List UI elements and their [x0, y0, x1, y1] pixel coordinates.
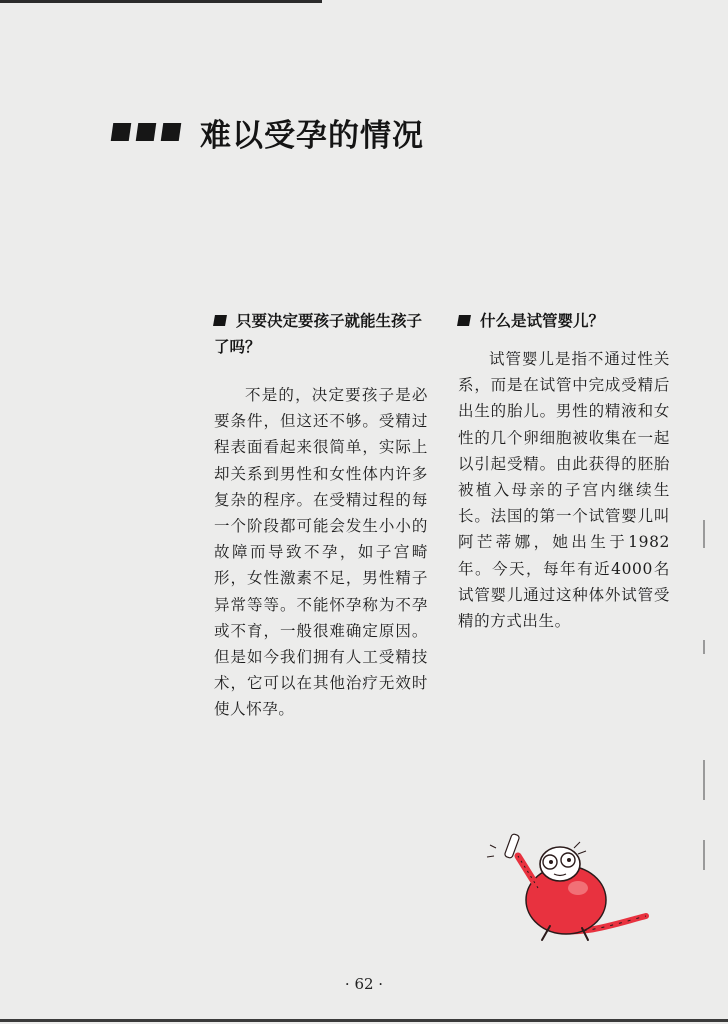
- section-left: [214, 308, 428, 723]
- page-number: · 62 ·: [344, 975, 384, 993]
- heading-bullet-icon: [457, 315, 471, 326]
- scan-edge-mark: [703, 760, 705, 800]
- section-heading: [214, 308, 428, 360]
- scan-edge-mark: [703, 520, 705, 548]
- chapter-header: [112, 108, 424, 156]
- cartoon-sperm-character-icon: [478, 828, 653, 947]
- title-square-icon: [111, 123, 132, 141]
- top-rule: [0, 0, 322, 3]
- section-body: 试管婴儿是指不通过性关系，而是在试管中完成受精后出生的胎儿。男性的精液和女性的几个卵细胞被收集在一起以引起受精。由此获得的胚胎被植入母亲的子宫内继续生长。法国的第一个试管婴儿叫阿芒蒂娜，她出生于1982年。今天，每年有近4000名试管婴儿通过这种体外试管受精的方式出生。: [458, 350, 670, 631]
- section-heading-text: 什么是试管婴儿？: [480, 312, 605, 330]
- scan-edge-mark: [703, 840, 705, 870]
- section-body: 不是的，决定要孩子是必要条件，但这还不够。受精过程表面看起来很简单，实际上却关系到男性和女性体内许多复杂的程序。在受精过程的每一个阶段都可能会发生小小的故障而导致不孕，如子宫畸形，女性激素不足，男性精子异常等等。不能怀孕称为不孕或不育，一般很难确定原因。但是如今我们拥有人工受精技术，它可以在其他治疗无效时使人怀孕。: [214, 386, 428, 719]
- title-square-icon: [161, 123, 182, 141]
- section-right: [458, 308, 670, 634]
- title-square-icon: [136, 123, 157, 141]
- section-heading: [458, 308, 670, 334]
- chapter-title: 难以受孕的情况: [200, 117, 424, 154]
- bottom-rule: [0, 1019, 728, 1022]
- scan-edge-mark: [703, 640, 705, 654]
- section-heading-text: 只要决定要孩子就能生孩子了吗？: [214, 312, 423, 356]
- heading-bullet-icon: [213, 315, 227, 326]
